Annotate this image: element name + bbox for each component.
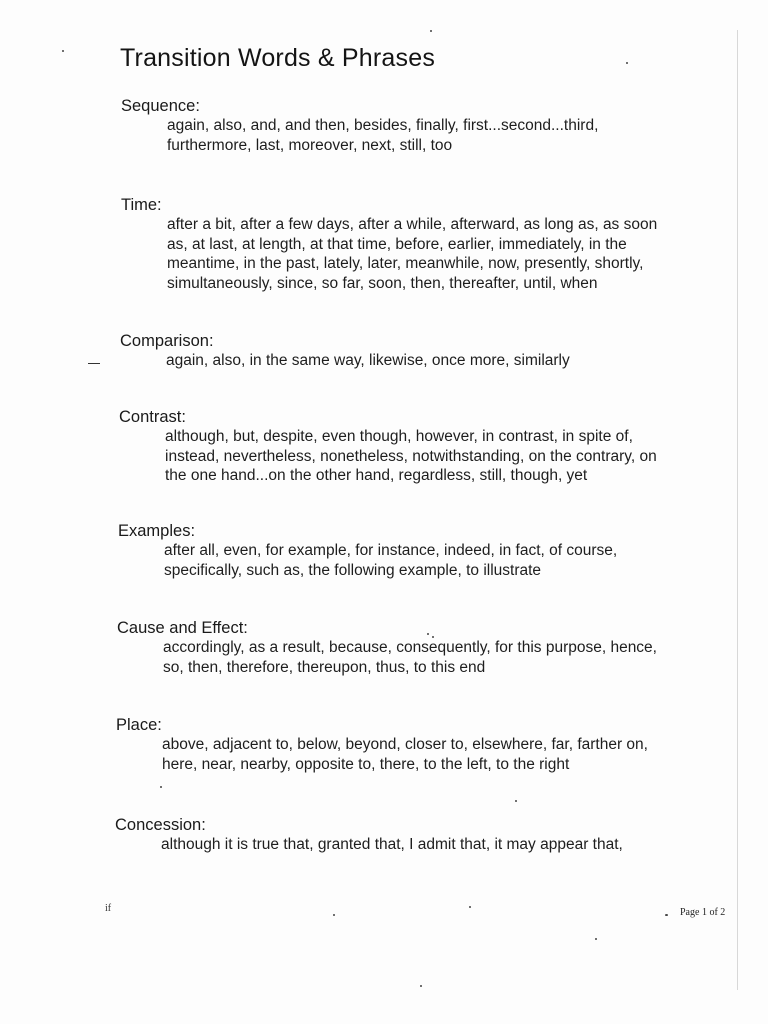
scan-speck — [420, 985, 422, 987]
section-body — [167, 215, 727, 293]
page-number: Page 1 of 2 — [680, 907, 726, 918]
section-heading: Comparison: — [120, 332, 214, 350]
body-line: although it is true that, granted that, I admit that, it may appear that, — [161, 836, 623, 853]
section-heading: Sequence: — [121, 97, 200, 115]
section-body — [164, 541, 724, 580]
scan-speck — [432, 636, 434, 638]
section-heading: Place: — [116, 716, 162, 734]
body-line: accordingly, as a result, because, consequently, for this purpose, hence, — [163, 639, 657, 656]
page-edge-line — [737, 30, 738, 990]
body-line: after all, even, for example, for instance, indeed, in fact, of course, — [164, 542, 618, 559]
body-line: simultaneously, since, so far, soon, then, thereafter, until, when — [167, 274, 598, 292]
scan-speck — [62, 50, 64, 52]
page-title: Transition Words & Phrases — [120, 44, 436, 72]
section-body — [166, 351, 726, 371]
body-line: specifically, such as, the following example, to illustrate — [164, 561, 542, 579]
section-body — [161, 835, 721, 855]
scan-speck — [469, 906, 471, 908]
body-line: although, but, despite, even though, however, in contrast, in spite of, — [165, 428, 633, 445]
section-heading: Cause and Effect: — [117, 619, 248, 637]
section-concession — [115, 815, 715, 855]
body-line: meantime, in the past, lately, later, meanwhile, now, presently, shortly, — [167, 255, 644, 272]
footer-margin-mark: if — [105, 903, 112, 914]
section-cause-and-effect — [117, 618, 717, 677]
scan-speck — [160, 786, 162, 788]
section-contrast — [119, 407, 719, 486]
section-heading: Examples: — [118, 522, 196, 540]
body-line: here, near, nearby, opposite to, there, to the left, to the right — [162, 755, 570, 773]
body-line: above, adjacent to, below, beyond, closer to, elsewhere, far, farther on, — [162, 736, 648, 753]
body-line: after a bit, after a few days, after a while, afterward, as long as, as soon — [167, 216, 658, 233]
scan-speck — [515, 800, 517, 802]
section-comparison — [120, 331, 720, 371]
body-line: the one hand...on the other hand, regardless, still, though, yet — [165, 467, 588, 484]
body-line: again, also, in the same way, likewise, once more, similarly — [166, 352, 570, 369]
section-heading: Contrast: — [119, 408, 186, 426]
body-line: furthermore, last, moreover, next, still, too — [167, 136, 453, 154]
scan-speck — [430, 30, 432, 32]
scan-speck — [333, 914, 335, 916]
body-line: as, at last, at length, at that time, before, earlier, immediately, in the — [167, 235, 627, 253]
section-place — [116, 715, 716, 774]
section-time — [121, 195, 721, 293]
body-line: instead, nevertheless, nonetheless, notwithstanding, on the contrary, on — [165, 447, 657, 465]
section-body — [165, 427, 725, 486]
scan-speck — [427, 633, 429, 635]
scan-speck — [595, 938, 597, 940]
scan-speck — [626, 62, 628, 64]
section-heading: Time: — [121, 196, 162, 214]
body-line: so, then, therefore, thereupon, thus, to this end — [163, 658, 486, 676]
body-line: again, also, and, and then, besides, finally, first...second...third, — [167, 117, 599, 134]
section-body — [162, 735, 722, 774]
section-body — [167, 116, 727, 155]
section-examples — [118, 521, 718, 580]
scan-speck — [665, 914, 668, 916]
section-body — [163, 638, 723, 677]
section-heading: Concession: — [115, 816, 206, 834]
margin-dash — [88, 363, 100, 364]
section-sequence — [121, 96, 721, 155]
